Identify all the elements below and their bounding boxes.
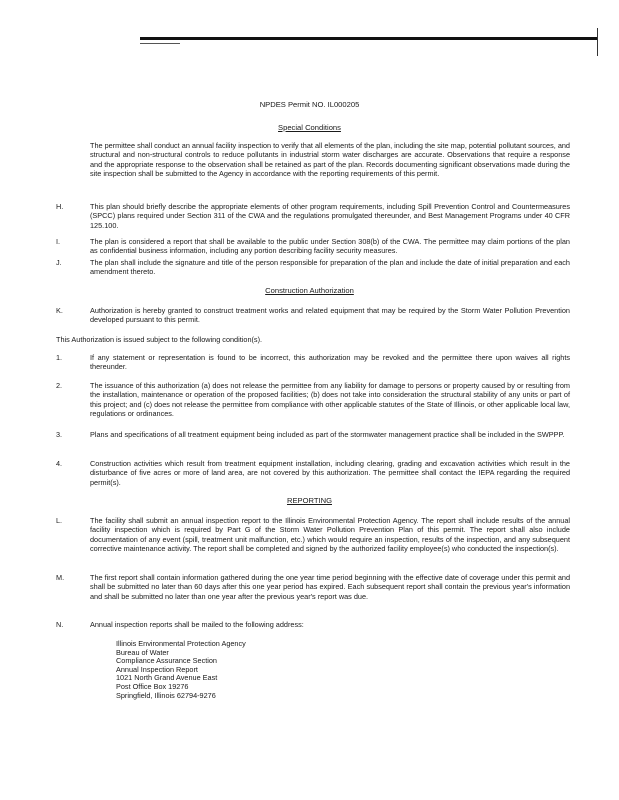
paragraph-m: The first report shall contain information gathered during the one year time period beginning with the effective date of coverage under this permit and shall be submitted no later than 60 days after this one year period has expired. Each subsequent report shall contain the previous year's information and shall be submitted no later than one year after the previous year's report was due. <box>90 573 570 601</box>
authorization-subject: This Authorization is issued subject to the following condition(s). <box>56 335 263 344</box>
label-n: N. <box>56 620 64 629</box>
address-line: Bureau of Water <box>116 647 169 657</box>
label-j: J. <box>56 258 62 267</box>
paragraph-condition-2: The issuance of this authorization (a) does not release the permittee from any liability for damage to persons or property caused by or resulting from the installation, maintenance or operation of the proposed facilities; (b) does not take into consideration the structural stability of any units or part of this project; and (c) does not release the permittee from compliance with other applicable statutes of the State of Illinois, or other applicable local law, regulations or ordinances. <box>90 381 570 419</box>
paragraph-k: Authorization is hereby granted to construct treatment works and related equipment that may be required by the Storm Water Pollution Prevention developed pursuant to this permit. <box>90 306 570 325</box>
label-condition-4: 4. <box>56 459 63 468</box>
label-h: H. <box>56 202 64 211</box>
address-line: Illinois Environmental Protection Agency <box>116 639 246 648</box>
label-k: K. <box>56 306 63 315</box>
address-line: 1021 North Grand Avenue East <box>116 673 218 683</box>
mailing-address <box>116 640 416 700</box>
construction-authorization-heading: Construction Authorization <box>265 286 354 295</box>
permit-title: NPDES Permit NO. IL000205 <box>259 100 360 109</box>
reporting-heading: REPORTING <box>286 496 332 505</box>
label-m: M. <box>56 573 65 582</box>
paragraph-condition-3: Plans and specifications of all treatment equipment being included as part of the stormwater management practice shall be included in the SWPPP. <box>90 430 565 439</box>
label-condition-1: 1. <box>56 353 63 362</box>
address-line: Post Office Box 19276 <box>116 681 189 691</box>
address-line: Springfield, Illinois 62794-9276 <box>116 690 216 700</box>
label-l: L. <box>56 516 63 525</box>
paragraph-l: The facility shall submit an annual inspection report to the Illinois Environmental Protection Agency. The report shall include results of the annual facility inspection which is required by Part G of the Storm Water Pollution Prevention Plan of this permit. The report shall also include documentation of any event (spill, treatment unit malfunction, etc.) which would require an inspection, results of the inspection, and any subsequent corrective maintenance activity. The report shall be completed and signed by the authorized facility employee(s) who conducted the inspection(s). <box>90 516 570 554</box>
address-line: Annual Inspection Report <box>116 664 198 674</box>
label-i: I. <box>56 237 61 246</box>
right-scan-rule <box>597 28 598 56</box>
paragraph-intro: The permittee shall conduct an annual facility inspection to verify that all elements of the plan, including the site map, potential pollutant sources, and structural and non-structural controls to reduce pollutants in industrial storm water discharges are accurate. Observations that require a response and the appropriate response to the observation shall be retained as part of the plan. Records documenting significant observations made during the site inspection shall be submitted to the Agency in accordance with the reporting requirements of this permit. <box>90 141 570 179</box>
paragraph-i: The plan is considered a report that shall be available to the public under Section 308(b) of the CWA. The permittee may claim portions of the plan as confidential business information, including any portion describing facility security measures. <box>90 237 570 256</box>
label-condition-3: 3. <box>56 430 63 439</box>
paragraph-condition-4: Construction activities which result from treatment equipment installation, including clearing, grading and excavation activities which result in the disturbance of five acres or more of land area, are not covered by this authorization. The permittee shall contact the IEPA regarding the required permit(s). <box>90 459 570 487</box>
label-condition-2: 2. <box>56 381 63 390</box>
paragraph-j: The plan shall include the signature and title of the person responsible for preparation of the plan and include the date of initial preparation and each amendment thereto. <box>90 258 570 277</box>
address-line: Compliance Assurance Section <box>116 656 217 666</box>
paragraph-condition-1: If any statement or representation is found to be incorrect, this authorization may be revoked and the permittee there upon waives all rights thereunder. <box>90 353 570 372</box>
top-scan-rule <box>140 37 598 40</box>
paragraph-n: Annual inspection reports shall be mailed to the following address: <box>90 620 304 629</box>
top-scan-rule-secondary <box>140 43 180 44</box>
special-conditions-heading: Special Conditions <box>278 123 341 132</box>
paragraph-h: This plan should briefly describe the appropriate elements of other program requirements, including Spill Prevention Control and Countermeasures (SPCC) plans required under Section 311 of the CWA and the regulations promulgated thereunder, and Best Management Programs under 40 CFR 125.100. <box>90 202 570 230</box>
